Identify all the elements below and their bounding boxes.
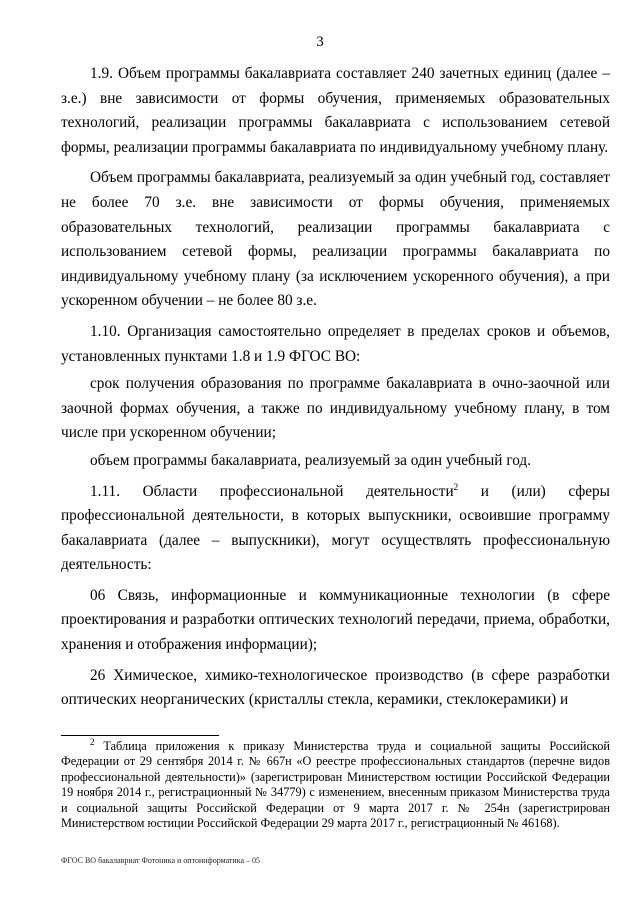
footnote-reference: 2 [453, 481, 459, 492]
paragraph-1-11-rest: профессиональной деятельности, в которых выпускники, освоившие программу бакалавриата (далее – выпускники), могут осуществлять профессиональную деятельность: [61, 507, 610, 574]
body-text [61, 62, 610, 719]
footnote-separator [61, 735, 219, 736]
paragraph-annual-program-volume: объем программы бакалавриата, реализуемый за один учебный год. [90, 451, 532, 469]
footnote-text: Таблица приложения к приказу Министерства труда и социальной защиты Российской Федерации от 29 сентября 2014 г. № 667н «О реестре профессиональных стандартов (перечне видов профессиональной деятельности)» (зарегистрирован Министерством юстиции Российской Федерации 19 ноября 2014 г., регистрационный № 34779) с изменением, внесенным приказом Министерства труда и социальной защиты Российской Федерации от 9 марта 2017 г. № 254н (зарегистрирован Министерством юстиции Российской Федерации 29 марта 2017 г., регистрационный № 46168). [61, 739, 610, 831]
paragraph-1-11-first-line: 1.11. Области профессиональной деятельности$^2$ и (или) сферы [90, 481, 610, 500]
page-number: 3 [316, 34, 324, 50]
paragraph-06-communications: 06 Связь, информационные и коммуникационные технологии (в сфере проектирования и разработки оптических технологий передачи, приема, обработки, хранения и отображения информации); [61, 586, 610, 654]
paragraph-1-11 [61, 480, 610, 578]
paragraph-1-9: 1.9. Объем программы бакалавриата составляет 240 зачетных единиц (далее – з.е.) вне зависимости от формы обучения, применяемых образовательных технологий, реализации программы бакалавриата с использованием сетевой формы, реализации программы бакалавриата по индивидуальному учебному плану. [61, 65, 610, 156]
paragraph-26-chemical: 26 Химическое, химико-технологическое производство (в сфере разработки оптических неорганических (кристаллы стекла, керамики, стеклокерамики) и [61, 666, 610, 709]
paragraph-study-period: срок получения образования по программе бакалавриата в очно-заочной или заочной формах обучения, а также по индивидуальному учебному плану, в том числе при ускоренном обучении; [61, 375, 610, 442]
page-footer: ФГОС ВО бакалавриат Фотоника и оптоинформатика – 05 [61, 856, 261, 865]
paragraph-annual-volume: Объем программы бакалавриата, реализуемый за один учебный год, составляет не более 70 з.е. вне зависимости от формы обучения, применяемых образовательных технологий, реализации программы бакалавриата с использованием сетевой формы, реализации программы бакалавриата по индивидуальному учебному плану (за исключением ускоренного обучения), а при ускоренном обучении – не более 80 з.е. [61, 169, 610, 310]
footnote-mark: 2 [90, 736, 95, 747]
paragraph-1-10: 1.10. Организация самостоятельно определяет в пределах сроков и объемов, установленных пунктами 1.8 и 1.9 ФГОС ВО: [61, 322, 610, 365]
footnote [61, 736, 610, 831]
